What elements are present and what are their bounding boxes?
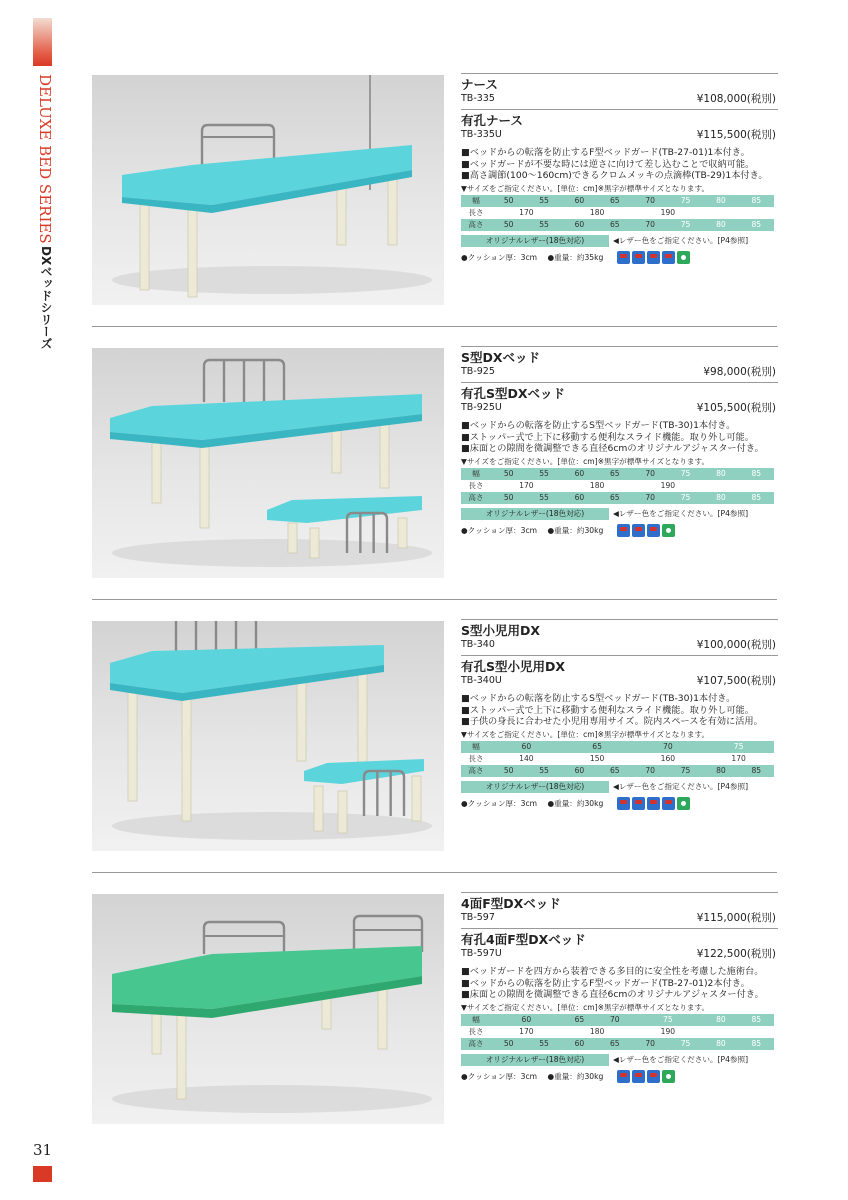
series-title-jp: DXベッドシリーズ: [39, 246, 53, 350]
feature-list: [461, 147, 778, 182]
color-option-icon: [647, 251, 660, 264]
feature-item: ■ ベッドガードが不要な時には逆さに向けて差し込むことで収納可能。: [461, 159, 778, 171]
product-row: [461, 655, 778, 691]
size-cell: 60: [491, 741, 562, 753]
size-cell: 80: [703, 195, 738, 207]
size-row-length: [461, 753, 774, 765]
product-name: S型DXベッド: [461, 350, 541, 365]
size-cell: 85: [739, 468, 774, 480]
size-cell: 75: [668, 765, 703, 777]
cushion-thickness: ●クッション厚：3cm: [461, 525, 538, 535]
product-photo: [92, 75, 444, 305]
size-label: 長さ: [461, 207, 491, 219]
product-price: ¥108,000(税別): [696, 93, 776, 105]
size-cell: 65: [597, 219, 632, 231]
size-cell: 190: [633, 1026, 704, 1038]
size-cell: 85: [739, 765, 774, 777]
option-icons: [617, 251, 690, 264]
feature-list: [461, 966, 778, 1001]
color-option-icon: [647, 1070, 660, 1083]
size-cell: 65: [597, 195, 632, 207]
size-cell: 70: [633, 195, 668, 207]
option-icons: [617, 524, 675, 537]
color-option-icon: [647, 797, 660, 810]
feature-item: ■ 床面との隙間を微調整できる直径6cmのオリジナルアジャスター付き。: [461, 443, 778, 455]
leather-badge: オリジナルレザー(18色対応): [461, 508, 609, 520]
section-divider: [92, 326, 777, 327]
size-row-height: [461, 765, 774, 777]
page-number: 31: [33, 1141, 53, 1159]
product-name: S型小児用DX: [461, 623, 541, 638]
size-row-length: [461, 480, 774, 492]
size-cell: 50: [491, 195, 526, 207]
feature-item: ■ ベッドからの転落を防止するS型ベッドガード(TB-30)1本付き。: [461, 420, 778, 432]
feature-item: ■ ベッドからの転落を防止するF型ベッドガード(TB-27-01)2本付き。: [461, 978, 778, 990]
color-option-icon: [647, 524, 660, 537]
size-row-height: [461, 492, 774, 504]
size-cell: 50: [491, 219, 526, 231]
size-cell: 190: [633, 207, 704, 219]
cushion-thickness: ●クッション厚：3cm: [461, 798, 538, 808]
leather-row: [461, 781, 778, 793]
cushion-thickness: ●クッション厚：3cm: [461, 252, 538, 262]
product-name: 有孔S型小児用DX: [461, 659, 566, 674]
size-cell: 65: [562, 1014, 597, 1026]
product-photo: [92, 894, 444, 1124]
product-name: 有孔S型DXベッド: [461, 386, 566, 401]
size-cell: 170: [491, 480, 562, 492]
product-photo: [92, 621, 444, 851]
feature-item: ■ ストッパー式で上下に移動する便利なスライド機能。取り外し可能。: [461, 705, 778, 717]
leather-row: [461, 235, 778, 247]
color-option-icon: [662, 251, 675, 264]
option-icons: [617, 1070, 675, 1083]
color-option-icon: [662, 797, 675, 810]
size-cell: 65: [597, 468, 632, 480]
size-note: ▼サイズをご指定ください。[単位：cm]※黒字が標準サイズとなります。: [461, 729, 710, 739]
feature-item: ■ 高さ調節(100〜160cm)できるクロムメッキの点滴棒(TB-29)1本付き。: [461, 170, 778, 182]
section-divider: [92, 599, 777, 600]
size-cell: 75: [633, 1014, 704, 1026]
size-cell: 200: [703, 1026, 774, 1038]
size-cell: 75: [668, 219, 703, 231]
adjuster-icon: [662, 524, 675, 537]
size-label: 幅: [461, 741, 491, 753]
feature-item: ■ 子供の身長に合わせた小児用専用サイズ。院内スペースを有効に活用。: [461, 716, 778, 728]
size-cell: 65: [562, 741, 633, 753]
size-cell: 80: [703, 492, 738, 504]
color-option-icon: [632, 1070, 645, 1083]
size-cell: 75: [668, 492, 703, 504]
size-cell: 55: [526, 492, 561, 504]
product-row: [461, 346, 778, 382]
size-label: 高さ: [461, 765, 491, 777]
leather-note: ◀レザー色をご指定ください。[P4参照]: [613, 508, 749, 518]
size-cell: 75: [668, 1038, 703, 1050]
leather-row: [461, 508, 778, 520]
color-option-icon: [632, 251, 645, 264]
size-table: [461, 195, 774, 231]
size-cell: 60: [562, 468, 597, 480]
product-price: ¥100,000(税別): [696, 639, 776, 651]
product-info: [461, 619, 778, 811]
spec-row: [461, 797, 778, 811]
feature-list: [461, 420, 778, 455]
color-option-icon: [632, 797, 645, 810]
size-cell: 70: [633, 219, 668, 231]
product-photo: [92, 348, 444, 578]
feature-item: ■ ベッドガードを四方から装着できる多目的に安全性を考慮した施術台。: [461, 966, 778, 978]
size-row-height: [461, 1038, 774, 1050]
feature-item: ■ ベッドからの転落を防止するS型ベッドガード(TB-30)1本付き。: [461, 693, 778, 705]
size-cell: 180: [562, 480, 633, 492]
color-option-icon: [632, 524, 645, 537]
size-cell: 60: [562, 765, 597, 777]
size-label: 長さ: [461, 1026, 491, 1038]
size-note: ▼サイズをご指定ください。[単位：cm]※黒字が標準サイズとなります。: [461, 456, 710, 466]
product-code: TB-340: [461, 639, 495, 650]
size-cell: 60: [562, 195, 597, 207]
adjuster-icon: [677, 251, 690, 264]
size-cell: 50: [491, 468, 526, 480]
size-cell: 180: [562, 207, 633, 219]
product-price: ¥115,500(税別): [696, 129, 776, 141]
size-cell: 80: [703, 1038, 738, 1050]
size-table: [461, 1014, 774, 1050]
spec-row: [461, 251, 778, 265]
product-code: TB-597U: [461, 948, 502, 959]
size-cell: 55: [526, 195, 561, 207]
size-cell: 190: [633, 480, 704, 492]
leather-note: ◀レザー色をご指定ください。[P4参照]: [613, 781, 749, 791]
leather-note: ◀レザー色をご指定ください。[P4参照]: [613, 1054, 749, 1064]
size-cell: 140: [491, 753, 562, 765]
spec-row: [461, 1070, 778, 1084]
color-option-icon: [617, 251, 630, 264]
product-price: ¥115,000(税別): [696, 912, 776, 924]
size-label: 長さ: [461, 480, 491, 492]
spec-row: [461, 524, 778, 538]
size-row-width: [461, 741, 774, 753]
color-option-icon: [617, 1070, 630, 1083]
product-info: [461, 346, 778, 538]
weight: ●重量：約35kg: [547, 252, 604, 262]
cushion-thickness: ●クッション厚：3cm: [461, 1071, 538, 1081]
size-cell: 60: [491, 1014, 562, 1026]
size-cell: 75: [703, 741, 774, 753]
size-cell: 85: [739, 1014, 774, 1026]
size-cell: 60: [562, 1038, 597, 1050]
size-cell: 55: [526, 1038, 561, 1050]
product-row: [461, 382, 778, 418]
size-cell: 70: [633, 1038, 668, 1050]
product-row: [461, 109, 778, 145]
size-cell: 75: [668, 468, 703, 480]
product-code: TB-335: [461, 93, 495, 104]
size-cell: 85: [739, 219, 774, 231]
size-label: 高さ: [461, 1038, 491, 1050]
size-cell: 160: [633, 753, 704, 765]
section-divider: [92, 872, 777, 873]
leather-badge: オリジナルレザー(18色対応): [461, 235, 609, 247]
size-cell: 170: [491, 207, 562, 219]
feature-item: ■ ストッパー式で上下に移動する便利なスライド機能。取り外し可能。: [461, 432, 778, 444]
product-price: ¥98,000(税別): [703, 366, 776, 378]
size-cell: 75: [668, 195, 703, 207]
size-cell: 50: [491, 492, 526, 504]
size-cell: 65: [597, 492, 632, 504]
size-cell: 80: [703, 468, 738, 480]
size-table: [461, 468, 774, 504]
product-code: TB-925U: [461, 402, 502, 413]
adjuster-icon: [662, 1070, 675, 1083]
leather-badge: オリジナルレザー(18色対応): [461, 1054, 609, 1066]
size-cell: 65: [597, 765, 632, 777]
product-row: [461, 619, 778, 655]
leather-row: [461, 1054, 778, 1066]
size-cell: 180: [562, 1026, 633, 1038]
size-cell: 55: [526, 219, 561, 231]
size-row-height: [461, 219, 774, 231]
leather-note: ◀レザー色をご指定ください。[P4参照]: [613, 235, 749, 245]
size-cell: 55: [526, 765, 561, 777]
product-name: ナース: [461, 77, 498, 92]
product-name: 有孔ナース: [461, 113, 523, 128]
size-cell: 170: [491, 1026, 562, 1038]
product-price: ¥122,500(税別): [696, 948, 776, 960]
product-name: 4面F型DXベッド: [461, 896, 561, 911]
option-icons: [617, 797, 690, 810]
size-label: 幅: [461, 468, 491, 480]
size-cell: 80: [703, 1014, 738, 1026]
size-label: 長さ: [461, 753, 491, 765]
series-title-en: DELUXE BED SERIES: [36, 74, 54, 244]
size-note: ▼サイズをご指定ください。[単位：cm]※黒字が標準サイズとなります。: [461, 183, 710, 193]
size-cell: 70: [633, 765, 668, 777]
size-cell: 55: [526, 468, 561, 480]
size-row-length: [461, 207, 774, 219]
size-cell: 200: [703, 207, 774, 219]
feature-item: ■ 床面との隙間を微調整できる直径6cmのオリジナルアジャスター付き。: [461, 989, 778, 1001]
size-note: ▼サイズをご指定ください。[単位：cm]※黒字が標準サイズとなります。: [461, 1002, 710, 1012]
size-row-width: [461, 1014, 774, 1026]
product-price: ¥107,500(税別): [696, 675, 776, 687]
size-cell: 170: [703, 753, 774, 765]
size-label: 高さ: [461, 219, 491, 231]
product-row: [461, 73, 778, 109]
product-info: [461, 73, 778, 265]
weight: ●重量：約30kg: [547, 798, 604, 808]
weight: ●重量：約30kg: [547, 525, 604, 535]
product-code: TB-340U: [461, 675, 502, 686]
size-cell: 70: [633, 492, 668, 504]
size-label: 高さ: [461, 492, 491, 504]
accent-bar-bottom: [33, 1166, 52, 1182]
size-cell: 80: [703, 219, 738, 231]
size-cell: 85: [739, 1038, 774, 1050]
product-code: TB-335U: [461, 129, 502, 140]
product-info: [461, 892, 778, 1084]
size-cell: 70: [597, 1014, 632, 1026]
size-cell: 200: [703, 480, 774, 492]
color-option-icon: [617, 524, 630, 537]
product-code: TB-597: [461, 912, 495, 923]
size-row-width: [461, 468, 774, 480]
feature-item: ■ ベッドからの転落を防止するF型ベッドガード(TB-27-01)1本付き。: [461, 147, 778, 159]
size-table: [461, 741, 774, 777]
size-cell: 80: [703, 765, 738, 777]
product-row: [461, 928, 778, 964]
size-cell: 70: [633, 741, 704, 753]
size-row-length: [461, 1026, 774, 1038]
size-cell: 65: [597, 1038, 632, 1050]
size-row-width: [461, 195, 774, 207]
product-row: [461, 892, 778, 928]
feature-list: [461, 693, 778, 728]
size-cell: 85: [739, 492, 774, 504]
size-cell: 60: [562, 219, 597, 231]
size-label: 幅: [461, 195, 491, 207]
size-cell: 50: [491, 765, 526, 777]
adjuster-icon: [677, 797, 690, 810]
product-price: ¥105,500(税別): [696, 402, 776, 414]
weight: ●重量：約30kg: [547, 1071, 604, 1081]
accent-bar-top: [33, 18, 52, 66]
leather-badge: オリジナルレザー(18色対応): [461, 781, 609, 793]
size-cell: 50: [491, 1038, 526, 1050]
size-cell: 150: [562, 753, 633, 765]
size-cell: 60: [562, 492, 597, 504]
product-name: 有孔4面F型DXベッド: [461, 932, 586, 947]
size-cell: 85: [739, 195, 774, 207]
color-option-icon: [617, 797, 630, 810]
product-code: TB-925: [461, 366, 495, 377]
size-label: 幅: [461, 1014, 491, 1026]
size-cell: 70: [633, 468, 668, 480]
